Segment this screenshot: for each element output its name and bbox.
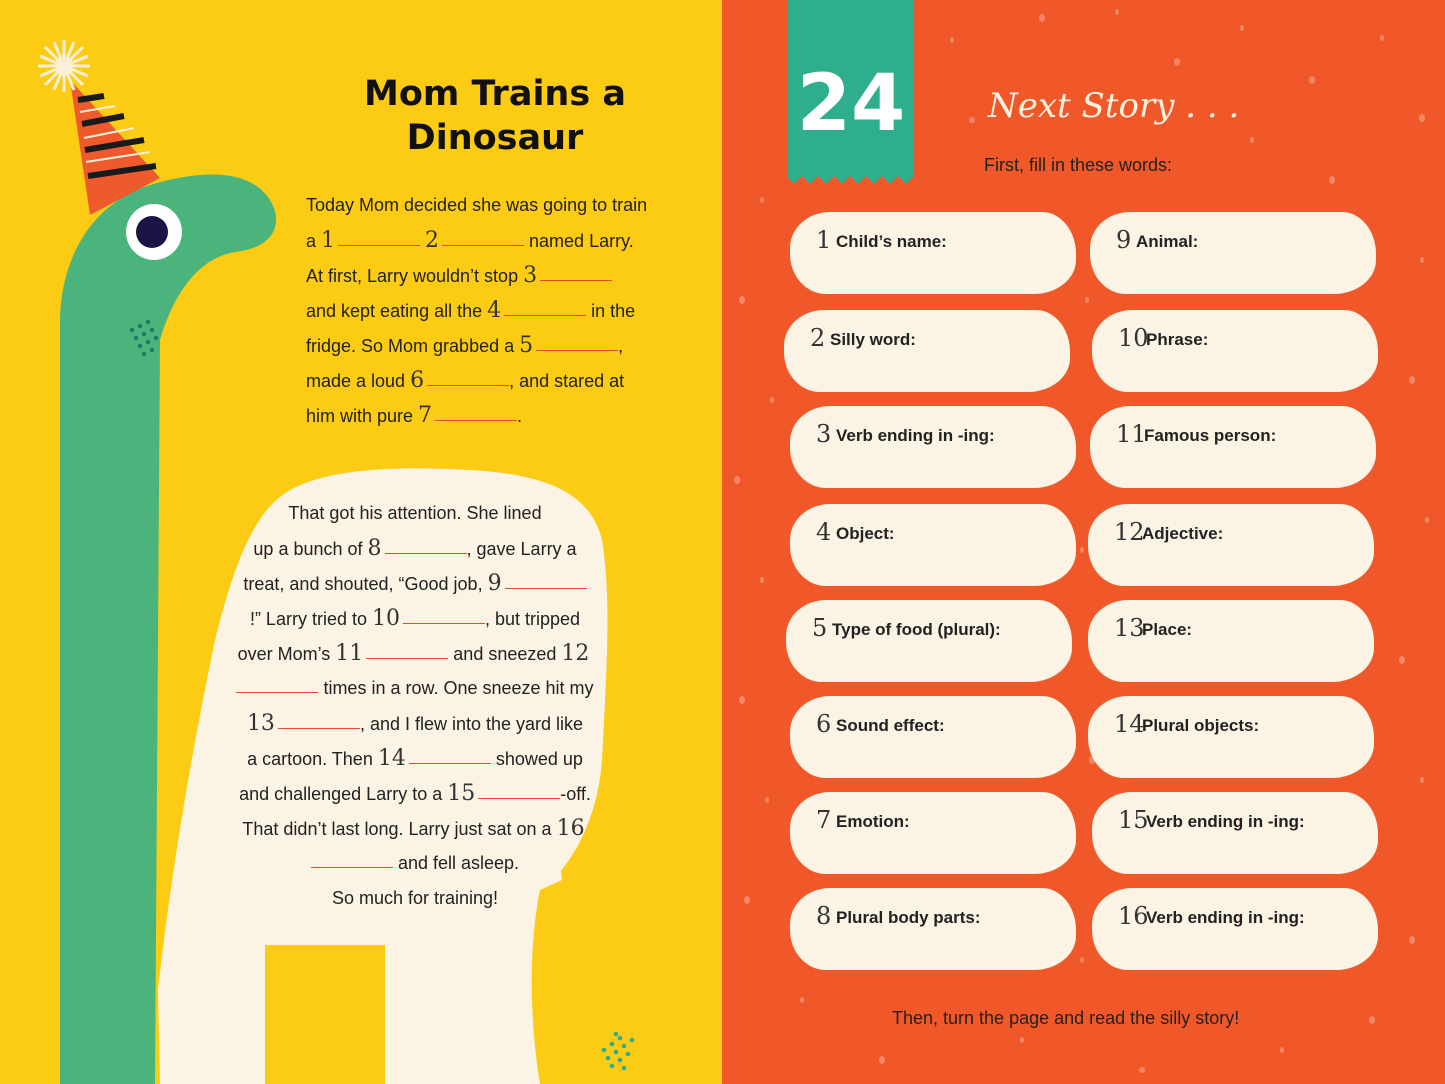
blank-number: 10 bbox=[371, 606, 400, 631]
story-line bbox=[220, 531, 610, 566]
story-text: -off. bbox=[560, 784, 591, 804]
story-line bbox=[306, 328, 686, 363]
blank-number: 15 bbox=[447, 781, 476, 806]
field-number: 14 bbox=[1114, 710, 1145, 738]
story-text: up a bunch of bbox=[253, 539, 368, 559]
fill-in-blank bbox=[505, 587, 587, 589]
fill-in-blank bbox=[403, 622, 485, 624]
field-number: 7 bbox=[816, 806, 832, 834]
story-text: over Mom’s bbox=[237, 644, 336, 664]
story-line bbox=[220, 636, 610, 671]
page-number: 24 bbox=[796, 59, 906, 149]
story-line bbox=[220, 776, 610, 811]
story-text: Today Mom decided she was going to train bbox=[306, 195, 648, 215]
field-number: 16 bbox=[1118, 902, 1149, 930]
fill-in-blank bbox=[504, 314, 586, 316]
blank-number: 9 bbox=[487, 571, 502, 596]
blank-number: 5 bbox=[519, 333, 534, 358]
blank-number: 14 bbox=[377, 746, 406, 771]
field-label: Verb ending in -ing: bbox=[1146, 908, 1305, 927]
word-field-7[interactable] bbox=[790, 792, 1076, 874]
field-number: 10 bbox=[1118, 324, 1149, 352]
word-field-10[interactable] bbox=[1092, 310, 1378, 392]
blank-number: 3 bbox=[523, 263, 538, 288]
field-label: Emotion: bbox=[836, 812, 910, 831]
word-field-15[interactable] bbox=[1092, 792, 1378, 874]
blank-number: 16 bbox=[556, 816, 585, 841]
story-text: and sneezed bbox=[448, 644, 562, 664]
story-line bbox=[220, 601, 610, 636]
story-line bbox=[220, 881, 610, 916]
word-field-11[interactable] bbox=[1090, 406, 1376, 488]
story-text-part1 bbox=[306, 188, 686, 433]
story-line bbox=[220, 671, 610, 706]
blank-number: 2 bbox=[425, 228, 440, 253]
story-text: . bbox=[517, 406, 523, 426]
story-text: !” Larry tried to bbox=[249, 609, 372, 629]
story-line bbox=[306, 363, 686, 398]
word-field-6[interactable] bbox=[790, 696, 1076, 778]
fill-in-blank bbox=[409, 762, 491, 764]
story-line bbox=[220, 846, 610, 881]
blank-number: 12 bbox=[561, 641, 590, 666]
story-line bbox=[306, 398, 686, 433]
field-number: 15 bbox=[1118, 806, 1149, 834]
story-text: , bbox=[618, 336, 624, 356]
word-field-3[interactable] bbox=[790, 406, 1076, 488]
blank-number: 11 bbox=[335, 641, 364, 666]
blank-number: 4 bbox=[487, 298, 502, 323]
story-text: That got his attention. She lined bbox=[288, 503, 542, 523]
word-field-1[interactable] bbox=[790, 212, 1076, 294]
field-label: Sound effect: bbox=[836, 716, 945, 735]
story-text: So much for training! bbox=[331, 888, 499, 908]
next-story-heading: Next Story . . . bbox=[988, 86, 1240, 126]
story-text: him with pure bbox=[306, 406, 419, 426]
word-field-13[interactable] bbox=[1088, 600, 1374, 682]
field-number: 6 bbox=[816, 710, 832, 738]
blank-number: 6 bbox=[410, 368, 425, 393]
field-number: 11 bbox=[1116, 420, 1147, 448]
story-line bbox=[220, 706, 610, 741]
word-field-16[interactable] bbox=[1092, 888, 1378, 970]
story-text: At first, Larry wouldn’t stop bbox=[306, 266, 524, 286]
field-label: Verb ending in -ing: bbox=[836, 426, 995, 445]
field-label: Adjective: bbox=[1142, 524, 1224, 543]
instructions: First, fill in these words: bbox=[984, 155, 1173, 175]
blank-number: 13 bbox=[246, 711, 275, 736]
fill-in-blank bbox=[338, 244, 420, 246]
story-text: a cartoon. Then bbox=[247, 749, 378, 769]
story-line bbox=[306, 258, 686, 293]
field-number: 8 bbox=[816, 902, 832, 930]
fill-in-blank bbox=[442, 244, 524, 246]
fill-in-blank bbox=[311, 866, 393, 868]
story-text: treat, and shouted, “Good job, bbox=[243, 574, 488, 594]
blank-number: 8 bbox=[367, 536, 382, 561]
story-text: in the bbox=[586, 301, 636, 321]
story-text: , and I flew into the yard like bbox=[359, 714, 584, 734]
field-label: Child’s name: bbox=[836, 232, 947, 251]
fill-in-blank bbox=[427, 384, 509, 386]
footer-instructions: Then, turn the page and read the silly story! bbox=[892, 1008, 1240, 1028]
field-label: Silly word: bbox=[830, 330, 916, 349]
word-field-5[interactable] bbox=[786, 600, 1072, 682]
field-number: 13 bbox=[1114, 614, 1145, 642]
story-text: and fell asleep. bbox=[392, 853, 520, 873]
field-label: Type of food (plural): bbox=[832, 620, 1001, 639]
story-text: That didn’t last long. Larry just sat on a bbox=[242, 819, 557, 839]
word-field-9[interactable] bbox=[1090, 212, 1376, 294]
field-number: 3 bbox=[816, 420, 832, 448]
story-line bbox=[220, 811, 610, 846]
field-label: Verb ending in -ing: bbox=[1146, 812, 1305, 831]
field-label: Object: bbox=[836, 524, 895, 543]
fill-in-blank bbox=[536, 349, 618, 351]
field-number: 9 bbox=[1116, 226, 1132, 254]
story-text: a bbox=[306, 231, 322, 251]
word-field-2[interactable] bbox=[784, 310, 1070, 392]
story-text: fridge. So Mom grabbed a bbox=[306, 336, 520, 356]
field-label: Plural objects: bbox=[1142, 716, 1260, 735]
field-number: 5 bbox=[812, 614, 828, 642]
fill-in-blank bbox=[385, 552, 467, 554]
fill-in-blank bbox=[236, 691, 318, 693]
dots-pattern-icon bbox=[602, 1032, 635, 1071]
blank-number: 1 bbox=[321, 228, 336, 253]
story-line bbox=[220, 496, 610, 531]
story-line bbox=[306, 293, 686, 328]
story-text: , and stared at bbox=[509, 371, 625, 391]
story-text: , but tripped bbox=[484, 609, 581, 629]
fill-in-blank bbox=[435, 419, 517, 421]
story-text-part2 bbox=[220, 496, 610, 916]
fill-in-blank bbox=[366, 657, 448, 659]
word-field-4[interactable] bbox=[790, 504, 1076, 586]
story-line bbox=[306, 188, 686, 223]
story-text: times in a row. One sneeze hit my bbox=[318, 678, 594, 698]
story-line bbox=[220, 741, 610, 776]
field-label: Animal: bbox=[1136, 232, 1199, 251]
field-label: Phrase: bbox=[1146, 330, 1209, 349]
blank-number: 7 bbox=[418, 403, 433, 428]
story-text: and kept eating all the bbox=[306, 301, 488, 321]
field-number: 1 bbox=[816, 226, 832, 254]
word-field-14[interactable] bbox=[1088, 696, 1374, 778]
story-text: , gave Larry a bbox=[466, 539, 577, 559]
story-line bbox=[306, 223, 686, 258]
field-number: 4 bbox=[816, 518, 832, 546]
field-label: Plural body parts: bbox=[836, 908, 981, 927]
word-field-12[interactable] bbox=[1088, 504, 1374, 586]
story-text: showed up bbox=[490, 749, 583, 769]
story-line bbox=[220, 566, 610, 601]
field-number: 2 bbox=[810, 324, 826, 352]
word-field-8[interactable] bbox=[790, 888, 1076, 970]
story-text: named Larry. bbox=[524, 231, 634, 251]
fill-in-blank bbox=[278, 727, 360, 729]
field-label: Famous person: bbox=[1144, 426, 1277, 445]
field-number: 12 bbox=[1114, 518, 1145, 546]
fill-in-blank bbox=[478, 797, 560, 799]
fill-in-blank bbox=[540, 279, 612, 281]
field-label: Place: bbox=[1142, 620, 1193, 639]
story-text: made a loud bbox=[306, 371, 411, 391]
story-text: and challenged Larry to a bbox=[239, 784, 448, 804]
story-title: Mom Trains a Dinosaur bbox=[364, 74, 626, 158]
